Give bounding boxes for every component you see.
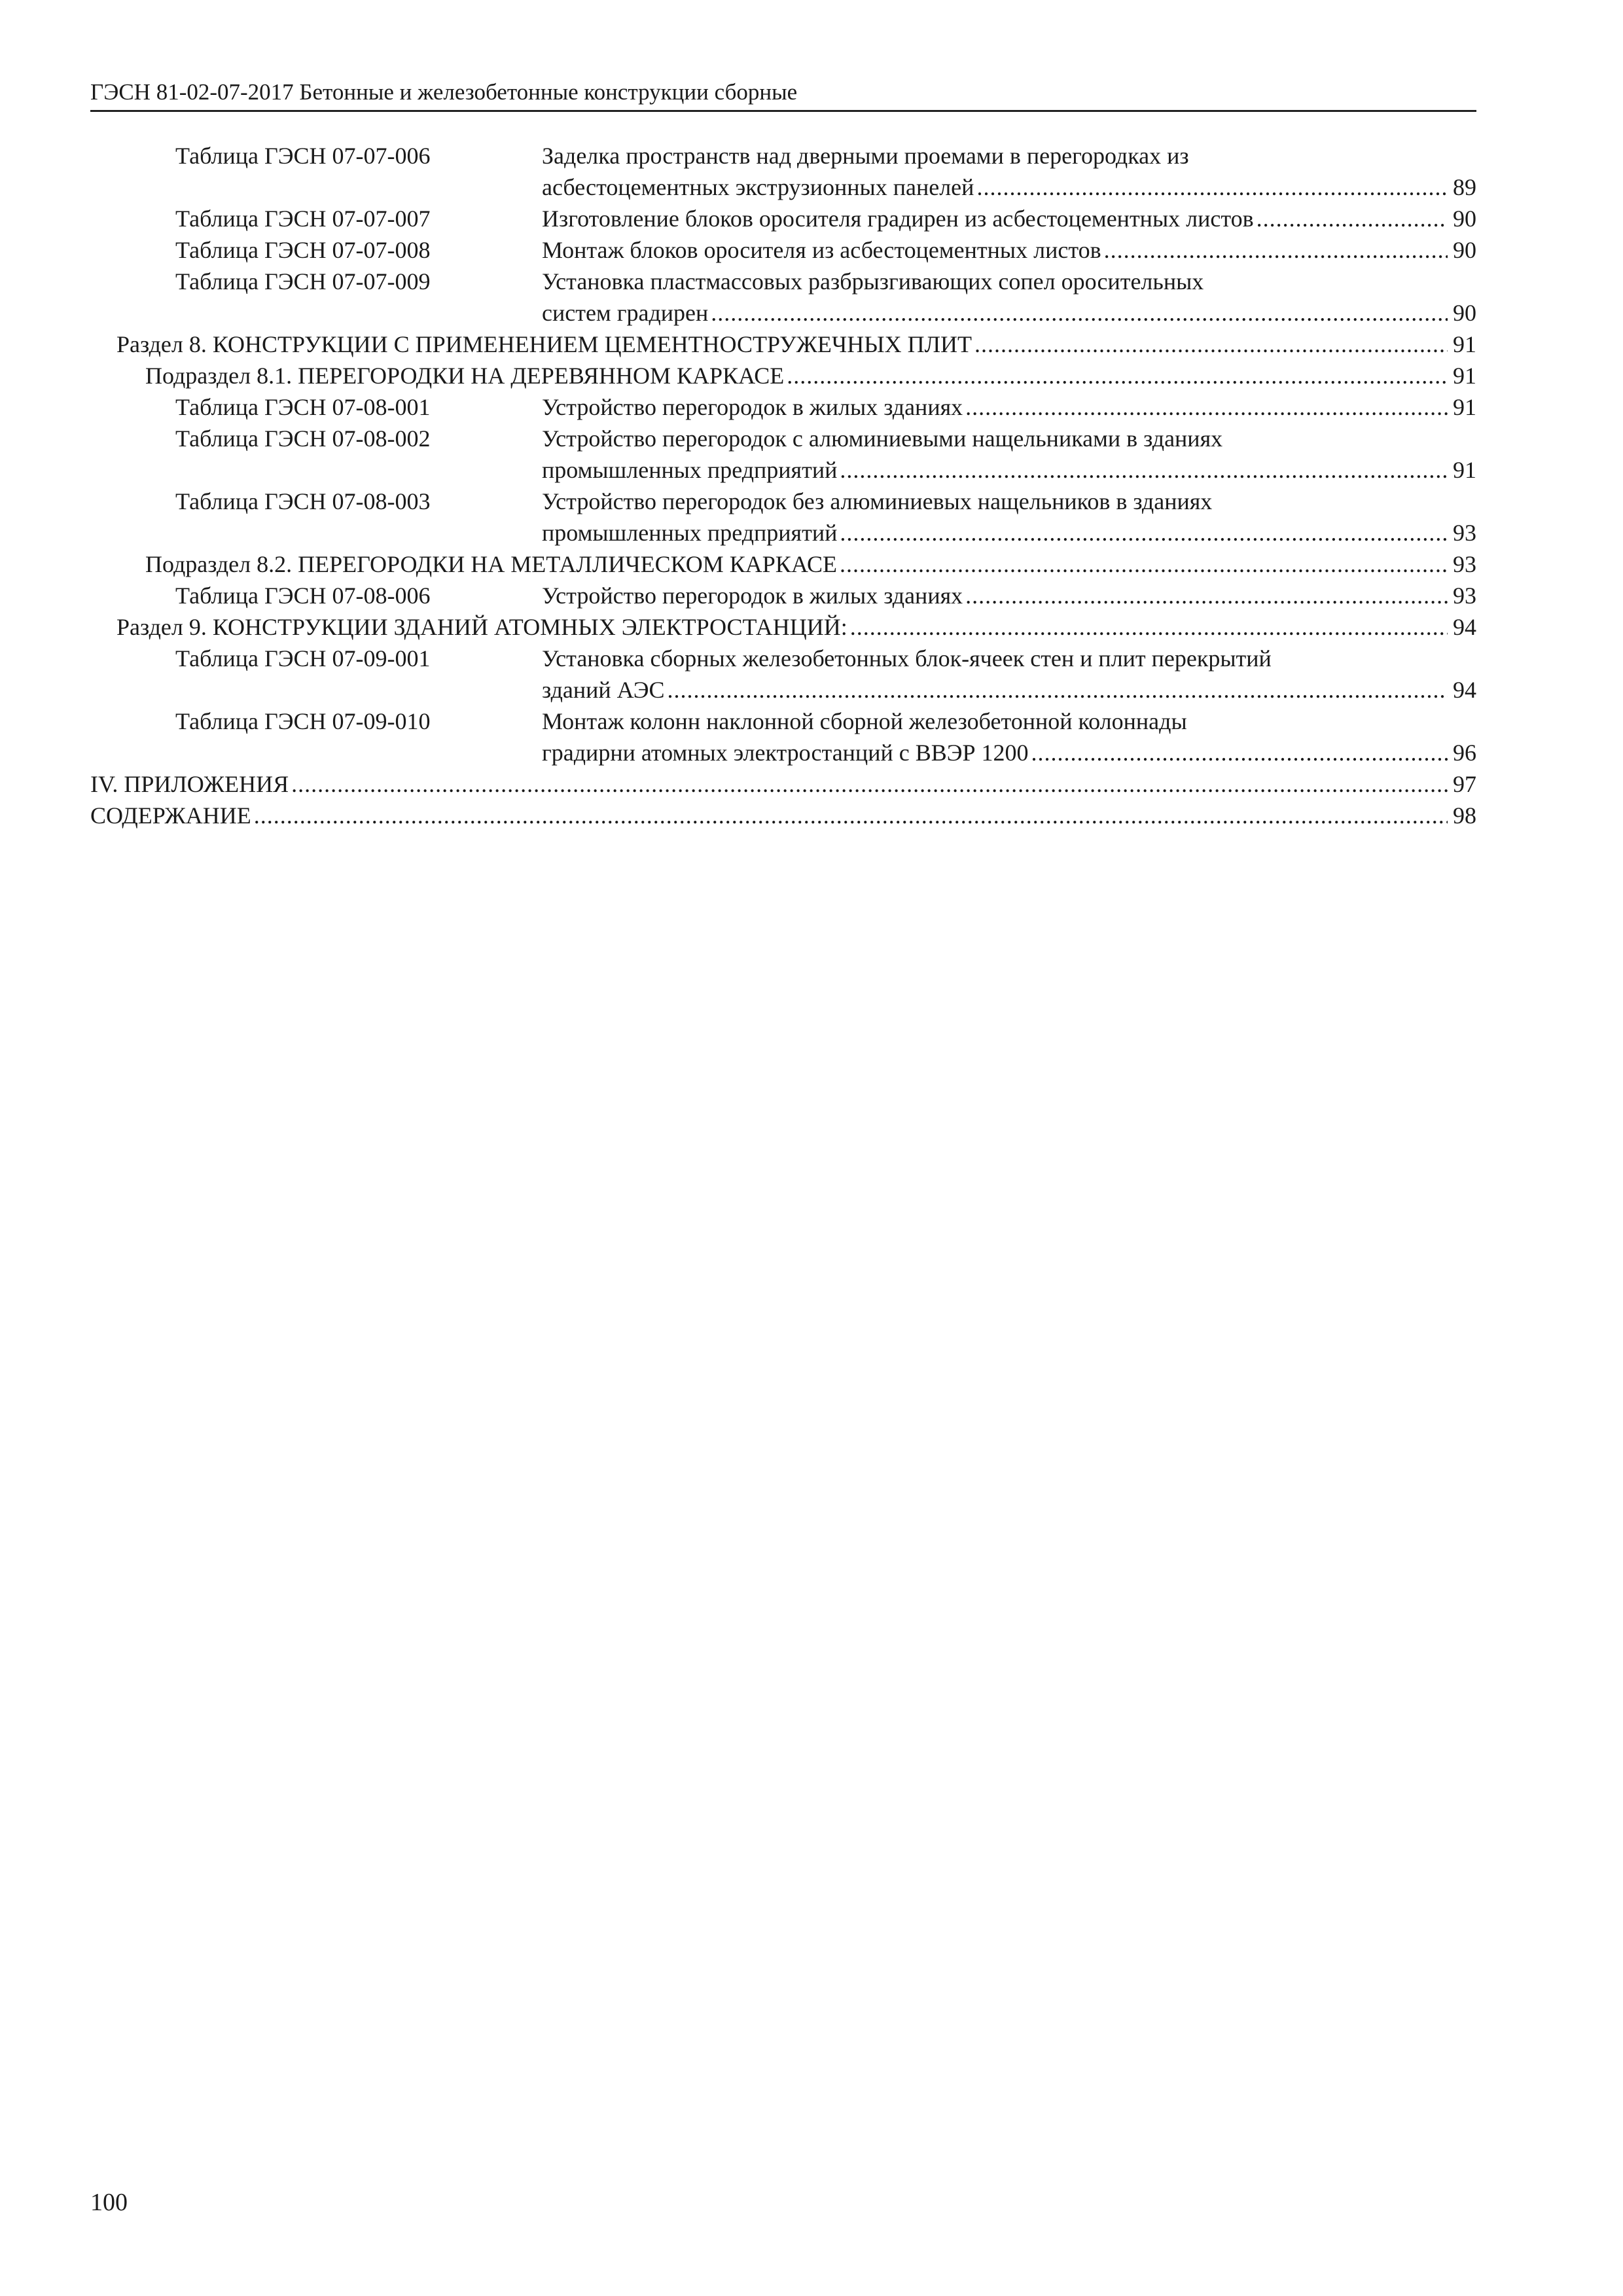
toc-entry-table[interactable] <box>90 234 1476 266</box>
entry-title-continuation: систем градирен <box>542 300 709 326</box>
dot-leader <box>1257 203 1448 234</box>
table-code: Таблица ГЭСН 07-09-010 <box>175 708 431 734</box>
dot-leader <box>840 548 1448 580</box>
toc-entry-section[interactable] <box>90 611 1476 643</box>
page-ref: 89 <box>1453 174 1476 200</box>
table-code: Таблица ГЭСН 07-08-003 <box>175 488 431 514</box>
toc-entry-table[interactable] <box>90 580 1476 611</box>
entry-title-continuation: градирни атомных электростанций с ВВЭР 1200 <box>542 740 1029 766</box>
toc-entry-section[interactable] <box>90 329 1476 360</box>
entry-title: Монтаж колонн наклонной сборной железобетонной колоннады <box>542 708 1187 734</box>
entry-title: Заделка пространств над дверными проемами в перегородках из <box>542 143 1189 169</box>
running-header <box>90 76 1476 112</box>
table-code: Таблица ГЭСН 07-09-001 <box>175 645 431 672</box>
entry-title-continuation: асбестоцементных экструзионных панелей <box>542 174 974 200</box>
entry-title: Устройство перегородок в жилых зданиях <box>542 583 963 609</box>
page-ref: 91 <box>1453 457 1476 483</box>
entry-title: Устройство перегородок без алюминиевых нащельников в зданиях <box>542 488 1213 514</box>
toc-entry-table[interactable] <box>90 391 1476 423</box>
table-code: Таблица ГЭСН 07-08-006 <box>175 583 431 609</box>
dot-leader <box>787 360 1448 391</box>
toc-entry-subsection[interactable] <box>90 360 1476 391</box>
entry-title: Монтаж блоков оросителя из асбестоцементных листов <box>542 237 1101 263</box>
table-code: Таблица ГЭСН 07-08-002 <box>175 425 431 452</box>
table-code: Таблица ГЭСН 07-07-008 <box>175 237 431 263</box>
toc-entry-table[interactable] <box>90 706 1476 768</box>
page-number: 100 <box>90 2189 128 2216</box>
entry-title: Устройство перегородок с алюминиевыми нащельниками в зданиях <box>542 425 1223 452</box>
page-ref: 94 <box>1453 677 1476 703</box>
toc-entry-table[interactable] <box>90 266 1476 329</box>
section-title: Раздел 8. КОНСТРУКЦИИ С ПРИМЕНЕНИЕМ ЦЕМЕНТНОСТРУЖЕЧНЫХ ПЛИТ <box>116 331 972 357</box>
dot-leader <box>668 674 1448 706</box>
page-ref: 93 <box>1453 520 1476 546</box>
table-code: Таблица ГЭСН 07-07-006 <box>175 143 431 169</box>
entry-title: Устройство перегородок в жилых зданиях <box>542 394 963 420</box>
table-of-contents <box>90 140 1476 831</box>
table-code: Таблица ГЭСН 07-07-007 <box>175 206 431 232</box>
section-title: Раздел 9. КОНСТРУКЦИИ ЗДАНИЙ АТОМНЫХ ЭЛЕКТРОСТАНЦИЙ: <box>116 614 847 640</box>
toc-entry-table[interactable] <box>90 423 1476 486</box>
dot-leader <box>965 580 1448 611</box>
toc-entry-part[interactable] <box>90 800 1476 831</box>
part-title: IV. ПРИЛОЖЕНИЯ <box>90 771 289 797</box>
subsection-title: Подраздел 8.2. ПЕРЕГОРОДКИ НА МЕТАЛЛИЧЕСКОМ КАРКАСЕ <box>145 551 838 577</box>
dot-leader <box>976 171 1448 203</box>
dot-leader <box>1031 737 1448 768</box>
page-ref: 98 <box>1453 802 1476 829</box>
toc-entry-table[interactable] <box>90 643 1476 706</box>
entry-title: Установка сборных железобетонных блок-ячеек стен и плит перекрытий <box>542 645 1272 672</box>
dot-leader <box>850 611 1448 643</box>
toc-entry-part[interactable] <box>90 768 1476 800</box>
entry-title-continuation: промышленных предприятий <box>542 520 838 546</box>
subsection-title: Подраздел 8.1. ПЕРЕГОРОДКИ НА ДЕРЕВЯННОМ КАРКАСЕ <box>145 363 785 389</box>
dot-leader <box>974 329 1448 360</box>
toc-entry-table[interactable] <box>90 140 1476 203</box>
table-code: Таблица ГЭСН 07-07-009 <box>175 268 431 295</box>
toc-entry-subsection[interactable] <box>90 548 1476 580</box>
dot-leader <box>1104 234 1448 266</box>
dot-leader <box>840 454 1448 486</box>
entry-title: Установка пластмассовых разбрызгивающих сопел оросительных <box>542 268 1204 295</box>
page-ref: 91 <box>1453 394 1476 420</box>
dot-leader <box>840 517 1448 548</box>
page-ref: 90 <box>1453 206 1476 232</box>
entry-title-continuation: промышленных предприятий <box>542 457 838 483</box>
dot-leader <box>965 391 1448 423</box>
dot-leader <box>254 800 1448 831</box>
dot-leader <box>291 768 1448 800</box>
toc-entry-table[interactable] <box>90 486 1476 548</box>
page-ref: 91 <box>1453 363 1476 389</box>
page-ref: 93 <box>1453 551 1476 577</box>
entry-title: Изготовление блоков оросителя градирен из асбестоцементных листов <box>542 206 1254 232</box>
page-ref: 90 <box>1453 237 1476 263</box>
page-ref: 90 <box>1453 300 1476 326</box>
page-ref: 97 <box>1453 771 1476 797</box>
table-code: Таблица ГЭСН 07-08-001 <box>175 394 431 420</box>
page-ref: 94 <box>1453 614 1476 640</box>
document-title: ГЭСН 81-02-07-2017 Бетонные и железобетонные конструкции сборные <box>90 79 798 105</box>
page-ref: 91 <box>1453 331 1476 357</box>
page-ref: 96 <box>1453 740 1476 766</box>
part-title: СОДЕРЖАНИЕ <box>90 802 251 829</box>
page-ref: 93 <box>1453 583 1476 609</box>
toc-entry-table[interactable] <box>90 203 1476 234</box>
dot-leader <box>711 297 1448 329</box>
entry-title-continuation: зданий АЭС <box>542 677 665 703</box>
